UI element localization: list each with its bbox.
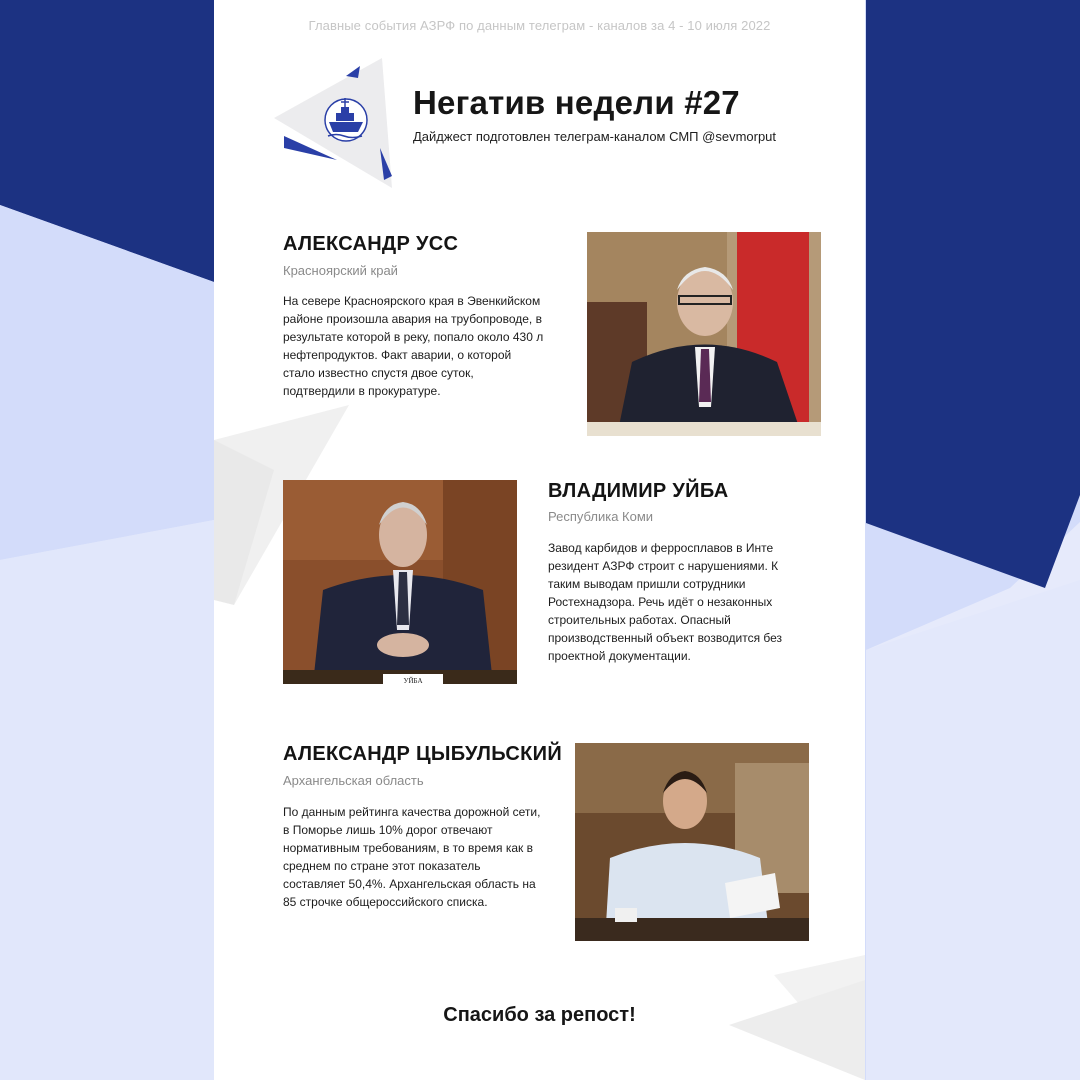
person-photo — [575, 743, 809, 941]
channel-logo — [272, 58, 396, 190]
person-photo — [283, 480, 517, 684]
person-region: Республика Коми — [548, 509, 654, 524]
digest-subtitle: Дайджест подготовлен телеграм-каналом СМП @sevmorput — [413, 129, 777, 144]
icebreaker-ship-icon — [325, 98, 367, 141]
person-news-text: На севере Красноярского края в Эвенкийском районе произошла авария на трубопроводе, в результате которой в реку, попало около 430 л нефтепродуктов. Факт аварии, о которой стало известно спустя двое суток, подтвердили в прокуратуре. — [283, 294, 544, 398]
repost-thanks: Спасибо за репост! — [443, 1004, 636, 1026]
person-news-text: По данным рейтинга качества дорожной сети, в Поморье лишь 10% дорог отвечают нормативным требованиям, в то время как в среднем по стране этот показатель составляет 50,4%. Архангельская область на 85 строчке общероссийского списка. — [283, 805, 541, 909]
digest-title: Негатив недели #27 — [413, 84, 740, 121]
digest-card — [214, 0, 865, 1080]
person-name: АЛЕКСАНДР ЦЫБУЛЬСКИЙ — [283, 743, 563, 765]
nameplate-text: УЙБА — [403, 677, 423, 684]
person-photo — [587, 232, 821, 436]
person-name: ВЛАДИМИР УЙБА — [548, 480, 729, 502]
person-name: АЛЕКСАНДР УСС — [283, 233, 459, 255]
person-news-text: Завод карбидов и ферросплавов в Инте резидент АЗРФ строит с нарушениями. К таким выводам пришли сотрудники Ростехнадзора. Речь идёт о незаконных строительных работах. Опасный производственный объект возводится без проектной документации. — [548, 541, 783, 663]
digest-caption: Главные события АЗРФ по данным телеграм - каналов за 4 - 10 июля 2022 — [308, 18, 771, 33]
person-region: Архангельская область — [283, 773, 424, 788]
person-region: Красноярский край — [283, 263, 398, 278]
